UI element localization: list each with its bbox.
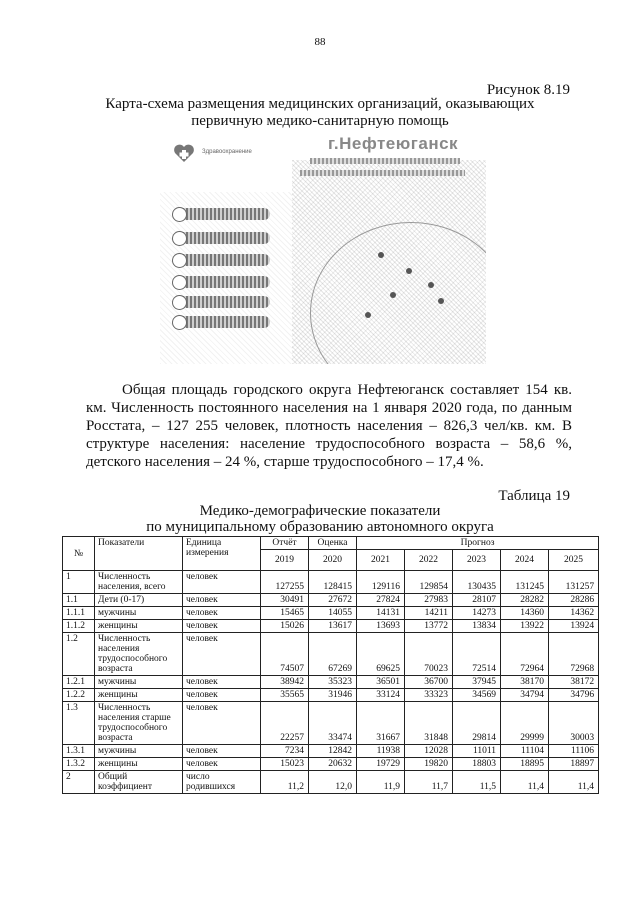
map-city-title: г.Нефтеюганск [328, 134, 459, 153]
row-num: 1.2.1 [63, 676, 95, 689]
table-row [63, 745, 599, 758]
row-value: 14273 [453, 607, 501, 620]
row-value: 29814 [453, 702, 501, 745]
header-estimate: Оценка [309, 537, 357, 550]
row-value: 11,4 [501, 771, 549, 794]
header-forecast: Прогноз [357, 537, 599, 550]
row-num: 1 [63, 571, 95, 594]
map-subtitle-bar [310, 158, 460, 164]
row-value: 35565 [261, 689, 309, 702]
table-title [100, 503, 540, 535]
map-legend-item [174, 316, 270, 328]
figure-caption-line-1: Карта-схема размещения медицинских организаций, оказывающих [105, 96, 535, 112]
row-value: 30491 [261, 594, 309, 607]
map-legend-item [174, 296, 270, 308]
row-value: 36700 [405, 676, 453, 689]
row-value: 31946 [309, 689, 357, 702]
row-value: 14362 [549, 607, 599, 620]
row-value: 11104 [501, 745, 549, 758]
row-indicator: мужчины [95, 676, 183, 689]
table-row [63, 676, 599, 689]
row-value: 128415 [309, 571, 357, 594]
row-value: 12028 [405, 745, 453, 758]
table-label: Таблица 19 [498, 488, 570, 504]
table-row [63, 607, 599, 620]
row-value: 13924 [549, 620, 599, 633]
map-figure [160, 132, 486, 364]
row-value: 69625 [357, 633, 405, 676]
table-row [63, 771, 599, 794]
row-value: 14055 [309, 607, 357, 620]
row-indicator: Дети (0-17) [95, 594, 183, 607]
legend-marker-icon [172, 253, 187, 268]
heart-logo-icon [172, 142, 196, 164]
row-value: 13693 [357, 620, 405, 633]
row-unit: человек [183, 689, 261, 702]
header-unit: Единица измерения [183, 537, 261, 571]
legend-marker-icon [172, 275, 187, 290]
row-value: 33474 [309, 702, 357, 745]
row-value: 28286 [549, 594, 599, 607]
row-value: 27672 [309, 594, 357, 607]
map-location-marker-icon [438, 298, 444, 304]
row-num: 1.1 [63, 594, 95, 607]
row-value: 37945 [453, 676, 501, 689]
row-value: 72514 [453, 633, 501, 676]
row-value: 35323 [309, 676, 357, 689]
table-header-row [63, 537, 599, 550]
row-unit: человек [183, 571, 261, 594]
table-body [63, 571, 599, 794]
row-indicator: Численность населения трудоспособного возраста [95, 633, 183, 676]
row-value: 72968 [549, 633, 599, 676]
page-number: 88 [314, 36, 326, 48]
row-value: 38942 [261, 676, 309, 689]
row-value: 127255 [261, 571, 309, 594]
row-unit: человек [183, 758, 261, 771]
row-value: 29999 [501, 702, 549, 745]
row-indicator: Общий коэффициент [95, 771, 183, 794]
row-value: 18895 [501, 758, 549, 771]
table-row [63, 702, 599, 745]
row-value: 18897 [549, 758, 599, 771]
map-subtitle-bar [300, 170, 465, 176]
row-indicator: женщины [95, 689, 183, 702]
demographic-table [62, 536, 599, 794]
row-value: 28282 [501, 594, 549, 607]
row-value: 36501 [357, 676, 405, 689]
row-num: 1.1.1 [63, 607, 95, 620]
row-value: 15023 [261, 758, 309, 771]
row-indicator: мужчины [95, 745, 183, 758]
legend-marker-icon [172, 295, 187, 310]
table-title-line-1: Медико-демографические показатели [199, 503, 441, 519]
row-value: 31667 [357, 702, 405, 745]
row-value: 11938 [357, 745, 405, 758]
row-value: 28107 [453, 594, 501, 607]
row-value: 34569 [453, 689, 501, 702]
row-num: 1.2.2 [63, 689, 95, 702]
row-num: 1.1.2 [63, 620, 95, 633]
map-legend-item [174, 208, 270, 220]
map-location-marker-icon [428, 282, 434, 288]
row-num: 1.2 [63, 633, 95, 676]
table-row [63, 594, 599, 607]
row-value: 129116 [357, 571, 405, 594]
row-value: 38172 [549, 676, 599, 689]
row-value: 34794 [501, 689, 549, 702]
header-year: 2023 [453, 550, 501, 571]
row-value: 27983 [405, 594, 453, 607]
row-unit: человек [183, 620, 261, 633]
row-value: 18803 [453, 758, 501, 771]
body-paragraph: Общая площадь городского округа Нефтеюганск составляет 154 кв. км. Численность постоянного населения на 1 января 2020 года, по данным Росстата, – 127 255 человек, плотность населения – 826,3 чел/кв. км. В структуре населения: население трудоспособного возраста – 58,6 %, детского населения – 24 %, старше трудоспособного – 17,4 %. [86, 382, 572, 470]
row-unit: человек [183, 594, 261, 607]
legend-marker-icon [172, 207, 187, 222]
row-value: 15026 [261, 620, 309, 633]
map-legend-item [174, 276, 270, 288]
row-value: 129854 [405, 571, 453, 594]
header-year: 2024 [501, 550, 549, 571]
figure-caption-line-2: первичную медико-санитарную помощь [191, 113, 449, 129]
header-year: 2020 [309, 550, 357, 571]
row-value: 11,4 [549, 771, 599, 794]
map-location-marker-icon [378, 252, 384, 258]
row-indicator: женщины [95, 758, 183, 771]
row-value: 13834 [453, 620, 501, 633]
row-value: 11,9 [357, 771, 405, 794]
figure-caption [100, 96, 540, 130]
row-unit: человек [183, 607, 261, 620]
row-value: 14360 [501, 607, 549, 620]
legend-marker-icon [172, 231, 187, 246]
row-unit: человек [183, 676, 261, 689]
table-row [63, 758, 599, 771]
row-value: 74507 [261, 633, 309, 676]
table-row [63, 620, 599, 633]
row-num: 1.3 [63, 702, 95, 745]
map-location-marker-icon [406, 268, 412, 274]
table-row [63, 633, 599, 676]
row-value: 7234 [261, 745, 309, 758]
map-legend-item [174, 232, 270, 244]
row-num: 2 [63, 771, 95, 794]
row-unit: человек [183, 702, 261, 745]
row-value: 15465 [261, 607, 309, 620]
row-num: 1.3.2 [63, 758, 95, 771]
map-legend-item [174, 254, 270, 266]
row-value: 12842 [309, 745, 357, 758]
legend-marker-icon [172, 315, 187, 330]
row-value: 33124 [357, 689, 405, 702]
row-value: 72964 [501, 633, 549, 676]
table-row [63, 689, 599, 702]
row-value: 130435 [453, 571, 501, 594]
header-year: 2025 [549, 550, 599, 571]
header-year: 2019 [261, 550, 309, 571]
header-num: № [63, 537, 95, 571]
table-title-line-2: по муниципальному образованию автономного округа [146, 519, 494, 535]
row-value: 19820 [405, 758, 453, 771]
row-value: 11,7 [405, 771, 453, 794]
header-year: 2022 [405, 550, 453, 571]
row-unit: человек [183, 745, 261, 758]
row-value: 13772 [405, 620, 453, 633]
row-value: 13617 [309, 620, 357, 633]
row-unit: человек [183, 633, 261, 676]
row-value: 70023 [405, 633, 453, 676]
row-indicator: Численность населения, всего [95, 571, 183, 594]
row-value: 33323 [405, 689, 453, 702]
header-report: Отчёт [261, 537, 309, 550]
header-indicator: Показатели [95, 537, 183, 571]
row-value: 131257 [549, 571, 599, 594]
row-num: 1.3.1 [63, 745, 95, 758]
row-value: 19729 [357, 758, 405, 771]
header-year: 2021 [357, 550, 405, 571]
row-indicator: женщины [95, 620, 183, 633]
row-value: 67269 [309, 633, 357, 676]
row-value: 11011 [453, 745, 501, 758]
row-value: 11,5 [453, 771, 501, 794]
map-location-marker-icon [365, 312, 371, 318]
row-value: 14131 [357, 607, 405, 620]
row-indicator: мужчины [95, 607, 183, 620]
map-location-marker-icon [390, 292, 396, 298]
row-value: 20632 [309, 758, 357, 771]
row-unit: число родившихся [183, 771, 261, 794]
row-value: 11106 [549, 745, 599, 758]
row-value: 30003 [549, 702, 599, 745]
row-value: 31848 [405, 702, 453, 745]
figure-label: Рисунок 8.19 [486, 82, 570, 98]
row-value: 38170 [501, 676, 549, 689]
row-value: 34796 [549, 689, 599, 702]
row-indicator: Численность населения старше трудоспособного возраста [95, 702, 183, 745]
row-value: 14211 [405, 607, 453, 620]
row-value: 11,2 [261, 771, 309, 794]
row-value: 12,0 [309, 771, 357, 794]
row-value: 13922 [501, 620, 549, 633]
table-row [63, 571, 599, 594]
row-value: 22257 [261, 702, 309, 745]
logo-text: Здравоохранение [202, 149, 252, 155]
row-value: 131245 [501, 571, 549, 594]
row-value: 27824 [357, 594, 405, 607]
